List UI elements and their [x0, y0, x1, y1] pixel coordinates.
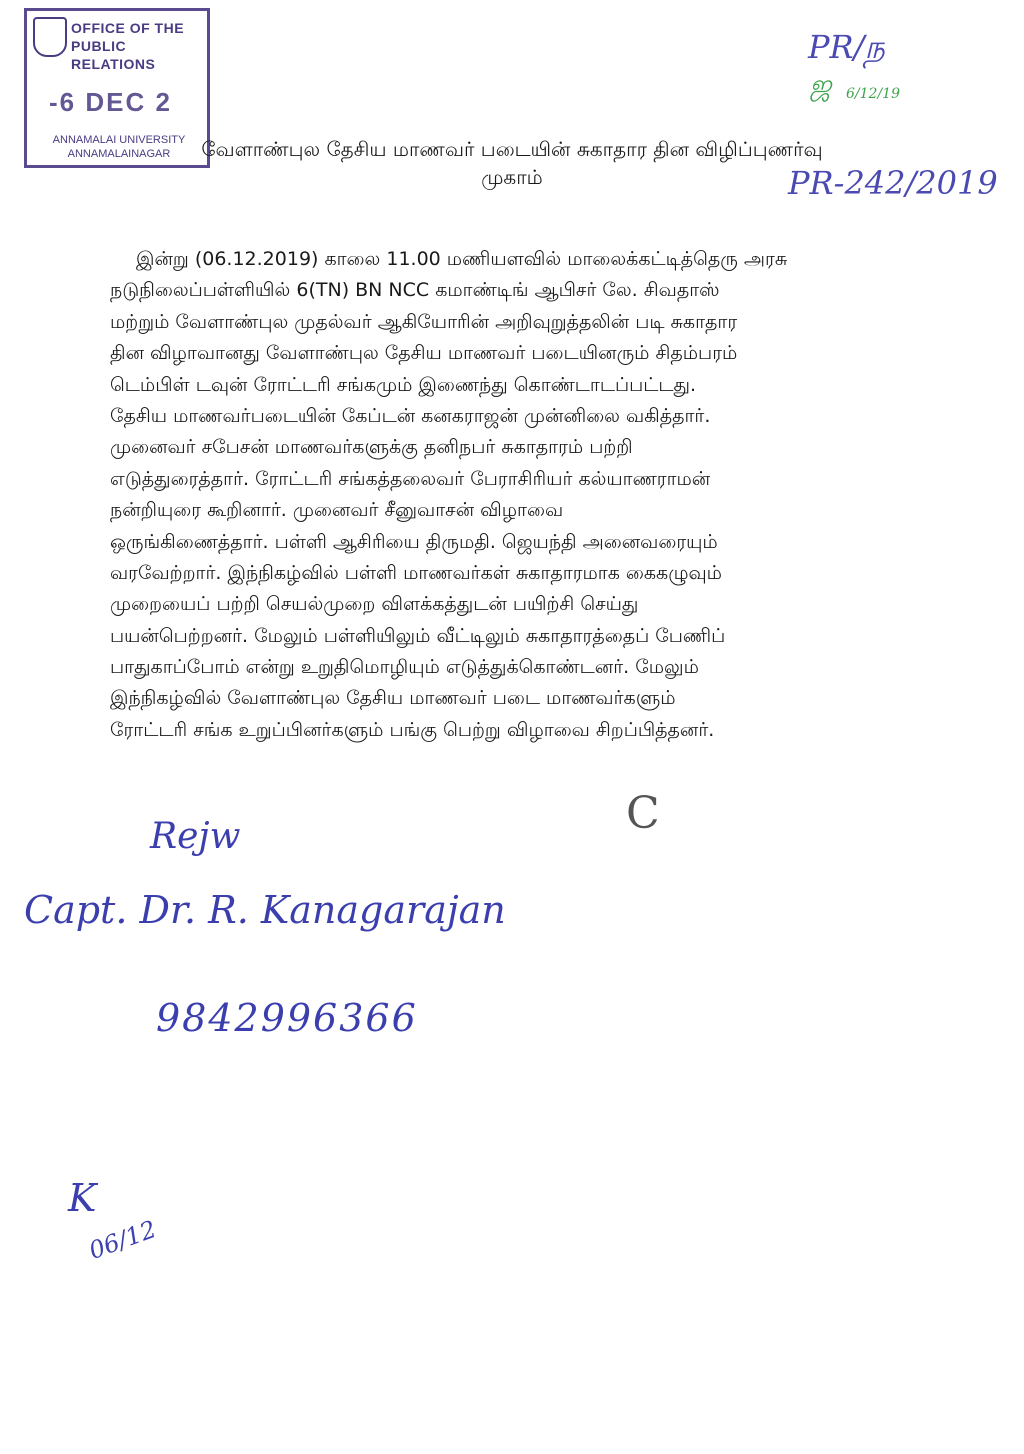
body-line: இந்நிகழ்வில் வேளாண்புல தேசிய மாணவர் படை மாணவர்களும்	[110, 687, 676, 710]
body-line: பயன்பெற்றனர். மேலும் பள்ளியிலும் வீட்டிலும் சுகாதாரத்தைப் பேணிப்	[110, 624, 726, 647]
body-line: இன்று (06.12.2019) காலை 11.00 மணியளவில் மாலைக்கட்டித்தெரு அரசு	[136, 248, 788, 270]
stamp-university-line-1: ANNAMALAI UNIVERSITY	[52, 134, 186, 146]
body-line: தின விழாவானது வேளாண்புல தேசிய மாணவர் படையினரும் சிதம்பரம்	[110, 342, 738, 365]
body-line: ஒருங்கிணைத்தார். பள்ளி ஆசிரியை திருமதி. ஜெயந்தி அனைவரையும்	[110, 530, 718, 553]
handwritten-c-mark: C	[626, 788, 660, 839]
body-line: முறையைப் பற்றி செயல்முறை விளக்கத்துடன் பயிற்சி செய்து	[110, 593, 639, 616]
body-line: எடுத்துரைத்தார். ரோட்டரி சங்கத்தலைவர் பேராசிரியர் கல்யாணராமன்	[110, 467, 711, 490]
handwritten-k-date: 06/12	[85, 1215, 160, 1265]
document-body	[110, 244, 918, 746]
handwritten-k-initial: K	[68, 1176, 97, 1220]
body-line: ரோட்டரி சங்க உறுப்பினர்களும் பங்கு பெற்று விழாவை சிறப்பித்தனர்.	[110, 718, 715, 741]
handwritten-initial-top: ஜ	[810, 70, 832, 100]
handwritten-pr-mark: PR/ந	[808, 28, 885, 66]
body-line: நன்றியுரை கூறினார். முனைவர் சீனுவாசன் விழாவை	[110, 499, 564, 522]
stamp-office-text	[71, 19, 207, 73]
document-title-line-2: முகாம்	[481, 165, 543, 189]
handwritten-initial-date: 6/12/19	[846, 86, 900, 102]
stamp-date: -6 DEC 2	[49, 87, 172, 117]
body-line: பாதுகாப்போம் என்று உறுதிமொழியும் எடுத்துக்கொண்டனர். மேலும்	[110, 656, 699, 679]
handwritten-signature: Rejw	[150, 816, 241, 857]
stamp-office-line-2: PUBLIC RELATIONS	[71, 38, 156, 72]
handwritten-phone-number: 9842996366	[156, 996, 418, 1040]
body-line: தேசிய மாணவர்படையின் கேப்டன் கனகராஜன் முன்னிலை வகித்தார்.	[110, 404, 711, 427]
body-line: முனைவர் சபேசன் மாணவர்களுக்கு தனிநபர் சுகாதாரம் பற்றி	[110, 436, 633, 459]
body-line: மற்றும் வேளாண்புல முதல்வர் ஆகியோரின் அறிவுறுத்தலின் படி சுகாதார	[110, 310, 738, 333]
handwritten-signatory-name: Capt. Dr. R. Kanagarajan	[24, 888, 506, 932]
university-emblem-icon	[33, 17, 67, 57]
document-title-line-1: வேளாண்புல தேசிய மாணவர் படையின் சுகாதார தின விழிப்புணர்வு	[201, 137, 823, 161]
body-line: வரவேற்றார். இந்நிகழ்வில் பள்ளி மாணவர்கள் சுகாதாரமாக கைகழுவும்	[110, 561, 722, 584]
stamp-office-line-1: OFFICE OF THE	[71, 20, 185, 36]
stamp-university-line-2: ANNAMALAINAGAR	[67, 148, 171, 160]
body-line: நடுநிலைப்பள்ளியில் 6(TN) BN NCC கமாண்டிங் ஆபிசர் லே. சிவதாஸ்	[110, 279, 720, 302]
handwritten-pr-number: PR-242/2019	[788, 164, 998, 202]
body-line: டெம்பிள் டவுன் ரோட்டரி சங்கமும் இணைந்து கொண்டாடப்பட்டது.	[110, 373, 697, 396]
